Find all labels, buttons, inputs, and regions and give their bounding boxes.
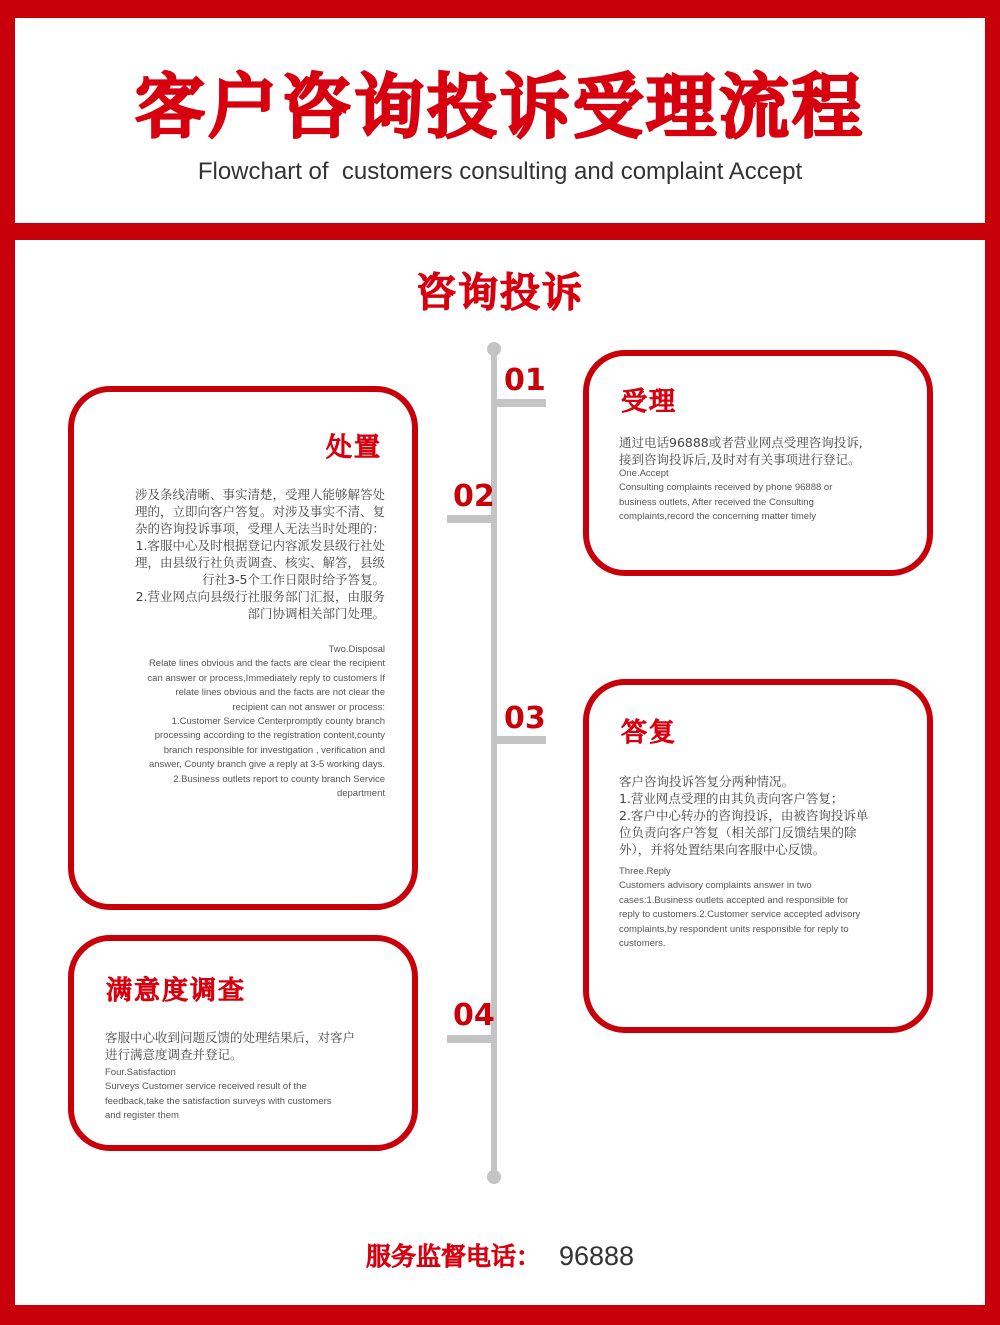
step-connector-01	[495, 399, 546, 407]
step-desc-cn-accept: 通过电话96888或者营业网点受理咨询投诉, 接到咨询投诉后,及时对有关事项进行登记。	[619, 435, 863, 467]
step-desc-en-satisfaction: Four.Satisfaction Surveys Customer service received result of the feedback,take the satisfaction surveys with customers and register them	[105, 1067, 332, 1122]
step-connector-02	[447, 515, 495, 523]
step-title-satisfaction: 满意度调查	[106, 976, 247, 1006]
step-card-disposal	[68, 386, 418, 910]
step-title-disposal: 处置	[325, 433, 382, 463]
step-title-reply: 答复	[621, 718, 678, 748]
hotline-phone-number: 96888	[558, 1241, 635, 1271]
step-desc-cn-reply: 客户咨询投诉答复分两种情况。 1.营业网点受理的由其负责向客户答复； 2.客户中心转办的咨询投诉，由被咨询投诉单 位负责向客户答复（相关部门反馈结果的除 外），并将处置结果向客服中心反馈。	[619, 774, 869, 857]
step-connector-04	[447, 1035, 495, 1043]
step-desc-en-disposal: Two.Disposal Relate lines obvious and the facts are clear the recipient can answer or process,Immediately reply to customers If relate lines obvious and the facts are not clear the recipient can not answer or process: 1.Customer Service Centerpromptly county branch processing according to the registration content,county branch responsible for investigation , verification and answer, County branch give a reply at 3-5 working days. 2.Business outlets report to county branch Service department	[147, 644, 385, 800]
step-desc-cn-satisfaction: 客服中心收到问题反馈的处理结果后，对客户 进行满意度调查并登记。	[105, 1030, 356, 1062]
step-number-01: 01	[504, 363, 546, 398]
hotline-label: 服务监督电话：	[365, 1242, 541, 1271]
footer-hotline	[0, 1237, 1000, 1279]
step-desc-en-accept: One.Accept Consulting complaints received by phone 96888 or business outlets, After received the Consulting complaints,record the concerning matter timely	[619, 468, 833, 523]
step-card-satisfaction	[68, 935, 418, 1151]
step-number-02: 02	[453, 479, 495, 514]
step-desc-en-reply: Three.Reply Customers advisory complaints answer in two cases:1.Business outlets accepted and responsible for reply to customers.2.Customer service accepted advisory complaints,by respondent units responsible for reply to customers.	[619, 866, 861, 950]
step-connector-03	[495, 736, 546, 744]
timeline-line	[491, 348, 497, 1178]
timeline-end-dot	[487, 1170, 501, 1184]
step-title-accept: 受理	[621, 387, 678, 417]
page-title: 客户咨询投诉受理流程	[135, 66, 865, 148]
step-number-03: 03	[504, 701, 546, 736]
page-subtitle: Flowchart of customers consulting and complaint Accept	[197, 158, 803, 185]
step-card-accept	[583, 350, 933, 576]
step-number-04: 04	[453, 998, 495, 1033]
section-title: 咨询投诉	[416, 270, 584, 316]
step-desc-cn-disposal: 涉及条线清晰、事实清楚，受理人能够解答处 理的，立即向客户答复。对涉及事实不清、复 杂的咨询投诉事项，受理人无法当时处理的： 1.客服中心及时根据登记内容派发县级行社处 理，由县级行社负责调查、核实、解答，县级 行社3-5个工作日限时给予答复。 2.营业网点向县级行社服务部门汇报，由服务 部门协调相关部门处理。	[134, 487, 385, 621]
timeline-start-dot	[487, 342, 501, 356]
step-card-reply	[583, 679, 933, 1033]
